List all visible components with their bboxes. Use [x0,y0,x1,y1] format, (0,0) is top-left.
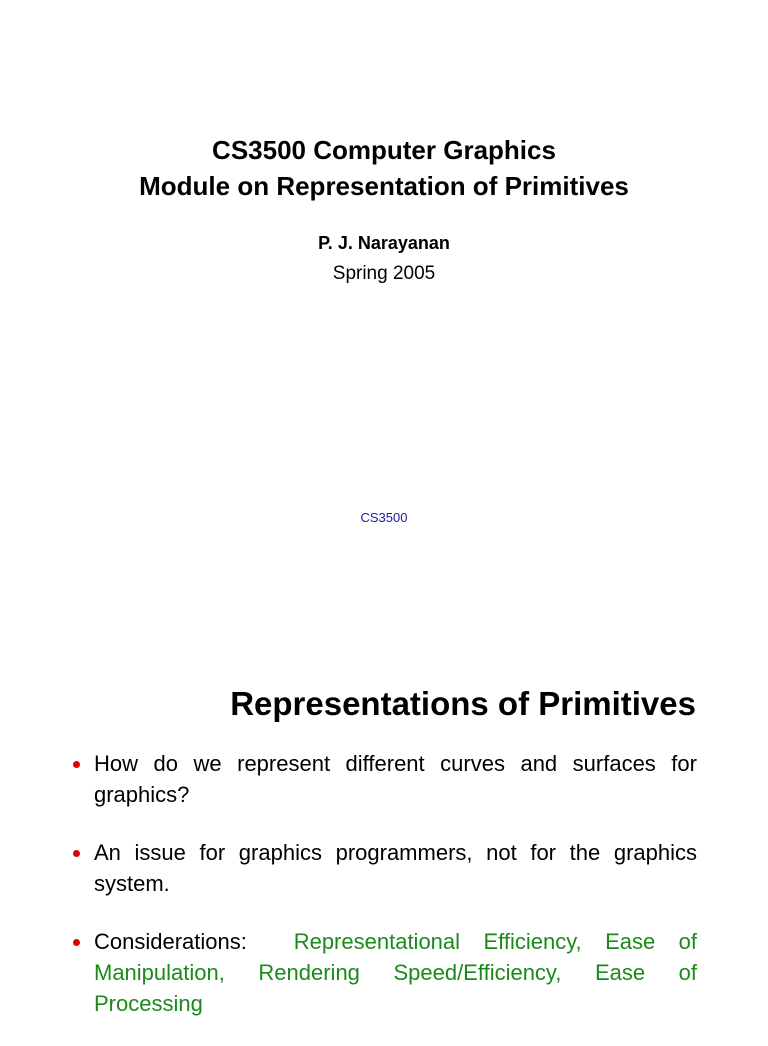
bullet-dot-icon [73,939,80,946]
slide-heading: Representations of Primitives [230,685,696,722]
slide-title-line-2: Module on Representation of Primitives [139,171,629,201]
slide-title-line-1: CS3500 Computer Graphics [212,135,556,165]
content-slide [0,660,768,1024]
slide-footer: CS3500 [360,510,408,525]
considerations-list: Representational Efficiency, Ease of Manipulation, Rendering Speed/Efficiency, Ease of Processing [94,929,697,1016]
bullet-label: Considerations: [94,929,247,954]
bullet-list [72,748,697,1046]
term-label: Spring 2005 [332,263,436,284]
bullet-dot-icon [73,761,80,768]
bullet-text: An issue for graphics programmers, not for the graphics system. [94,840,697,896]
author-name: P. J. Narayanan [318,233,450,253]
bullet-item [72,748,697,810]
bullet-item [72,837,697,899]
bullet-text: How do we represent different curves and surfaces for graphics? [94,751,697,807]
bullet-dot-icon [73,850,80,857]
bullet-item [72,926,697,1019]
